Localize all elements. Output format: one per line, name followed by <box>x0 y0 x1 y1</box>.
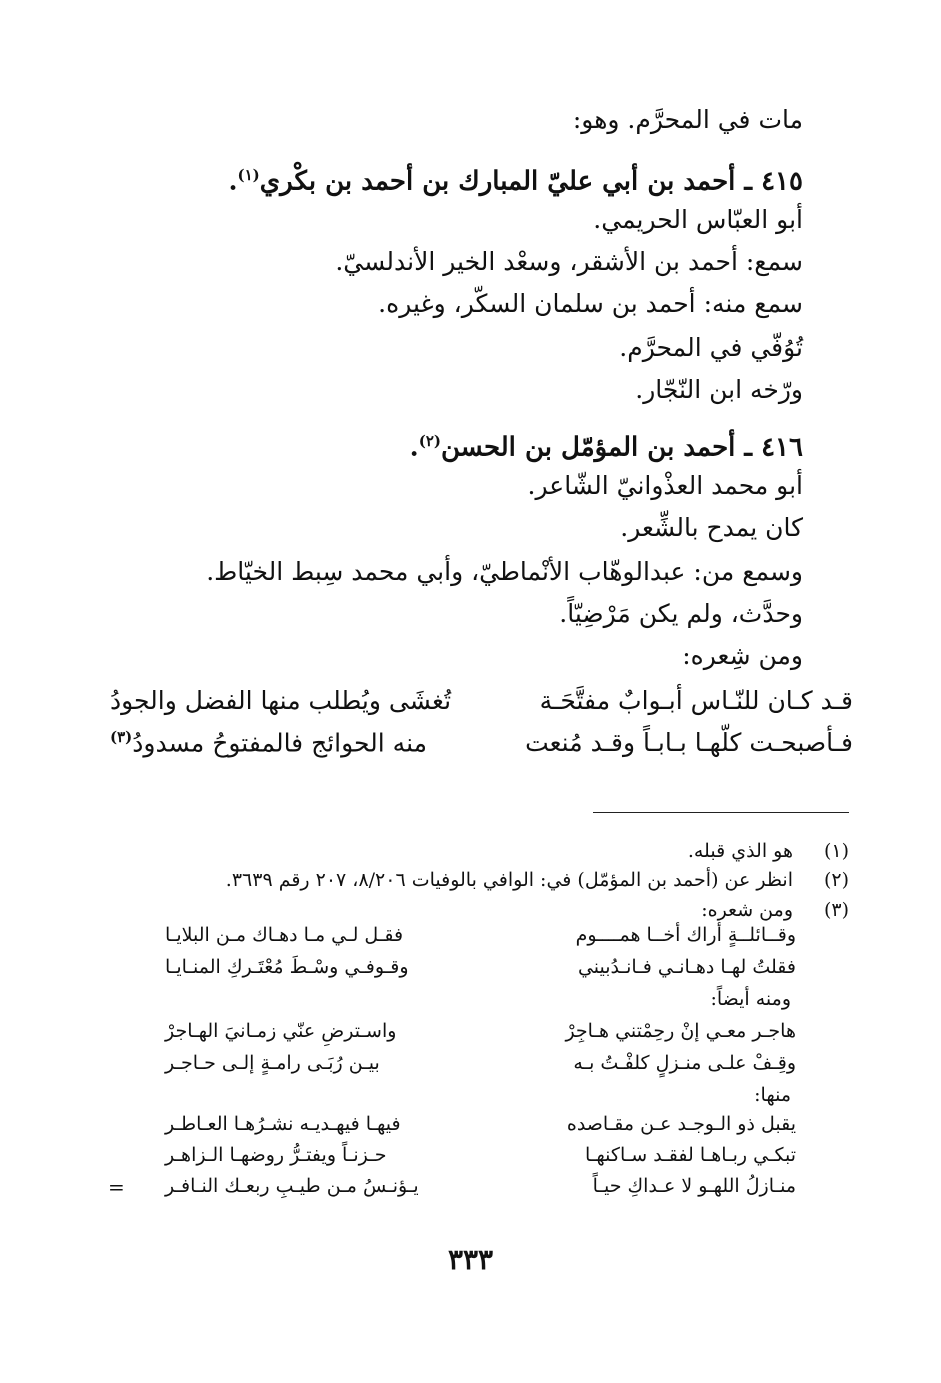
footnote-verse-row <box>165 1175 796 1205</box>
verse-second-hemistich: واسـترضِ عنّي زمـانيَ الهـاجرْ <box>165 1020 397 1042</box>
footnote-verse-row <box>165 1052 796 1082</box>
verse-second-hemistich: حـزنـاً ويفتـرُّ روضهـا الـزاهـر <box>165 1144 387 1166</box>
footnote-verse-row <box>165 1113 796 1143</box>
entry-title: ٤١٦ ـ أحمد بن المؤمّل بن الحسن <box>440 432 803 463</box>
verse-second-hemistich: منه الحوائج فالمفتوحُ مسدودُ$^{(٣)}$ <box>110 728 428 758</box>
verse-second-hemistich: وقـوفـي وسْـطَ مُعْتَـركِ المنـايـا <box>165 956 409 978</box>
verse-first-hemistich: فـأصبحـت كلّهـا بـابـاً وقـد مُنعت <box>525 728 853 757</box>
continuation-mark: = <box>108 1175 125 1199</box>
body-line: سمع: أحمد بن الأشقر، وسعْد الخير الأندلسيّ. <box>335 247 803 276</box>
verse-second-hemistich: فيهـا فيهـديـه نشـرُهـا العـاطـر <box>165 1113 401 1135</box>
verse-row <box>110 728 853 768</box>
verse-first-hemistich: هاجـر معـي إنْ رحِمْتني هـاجِرْ <box>565 1020 796 1042</box>
page-number: ٣٣٣ <box>447 1243 494 1276</box>
footnote-text: ومن شعره: <box>701 899 793 921</box>
verse-first-hemistich: منـازلُ اللهـو لا عـداكِ حيـاً <box>592 1175 796 1197</box>
footnote-separator <box>593 812 849 813</box>
verse-first-hemistich: وقــائلــةٍ أراك أخــا همــــوم <box>575 924 796 946</box>
body-line: أبو محمد العذْوانيّ الشّاعر. <box>527 471 803 500</box>
verse-first-hemistich: فقلتُ لهـا دهـانـي فـانـدُبيني <box>577 956 796 978</box>
verse-first-hemistich: يقبل ذو الـوجـد عـن مقـاصده <box>566 1113 796 1135</box>
footnote-subheading: منها: <box>754 1084 791 1106</box>
footnote-ref: (٣) <box>110 728 133 746</box>
body-line: وحدَّث، ولم يكن مَرْضِيّاً. <box>559 599 803 628</box>
verse-first-hemistich: تبكـي ربـاهـا لفقـد سـاكنهـا <box>585 1144 796 1166</box>
footnote-verse-row <box>165 1020 796 1050</box>
verse-row <box>110 686 853 726</box>
footnote-text: هو الذي قبله. <box>687 840 793 862</box>
verse-second-hemistich: بيـن رُبَـى رامـةٍ إلـى حـاجـر <box>165 1052 380 1074</box>
entry-heading-415: ٤١٥ ـ أحمد بن أبي عليّ المبارك بن أحمد بن بكْري$^{(١)}$. <box>228 166 803 197</box>
body-line: كان يمدح بالشِّعر. <box>620 513 803 542</box>
verse-second-hemistich: يـؤنـسُ مـن طيـبِ ربعـك النـافـر <box>165 1175 419 1197</box>
body-line: سمع منه: أحمد بن سلمان السكّر، وغيره. <box>378 289 803 318</box>
verse-second-hemistich: تُغشَى ويُطلب منها الفضل والجودُ <box>110 686 452 715</box>
footnote-text: انظر عن (أحمد بن المؤمّل) في: الوافي بالوفيات ٨/٢٠٦، ٢٠٧ رقم ٣٦٣٩. <box>225 869 793 891</box>
verse-first-hemistich: وقِـفْ علـى منـزلٍ كلفْـتُ بـه <box>573 1052 796 1074</box>
footnote-number: (٢) <box>823 869 849 891</box>
verse-first-hemistich: قـد كـان للنّـاس أبـوابٌ مفتَّحَـة <box>539 686 853 715</box>
body-line: أبو العبّاس الحريمي. <box>593 205 803 234</box>
footnote-verse-row <box>165 956 796 986</box>
body-line: ورّخه ابن النّجّار. <box>635 375 803 404</box>
body-line: ومن شِعره: <box>682 641 803 670</box>
footnote-ref: (١) <box>237 166 260 184</box>
entry-heading-416: ٤١٦ ـ أحمد بن المؤمّل بن الحسن$^{(٢)}$. <box>409 432 803 463</box>
footnote-verse-row <box>165 924 796 954</box>
footnote-ref: (٢) <box>418 432 441 450</box>
verse-second-hemistich: فقـل لـي مـا دهـاك مـن البلايـا <box>165 924 404 946</box>
footnote-subheading: ومنه أيضاً: <box>710 988 791 1010</box>
body-line: تُوُفّي في المحرَّم. <box>619 333 803 362</box>
footnote-number: (١) <box>823 840 849 862</box>
footnote-number: (٣) <box>823 899 849 921</box>
body-line: وسمع من: عبدالوهّاب الأنْماطيّ، وأبي محمد سِبط الخيّاط. <box>206 557 803 586</box>
footnote-verse-row <box>165 1144 796 1174</box>
entry-title: ٤١٥ ـ أحمد بن أبي عليّ المبارك بن أحمد بن بكْري <box>259 166 803 197</box>
body-line: مات في المحرَّم. وهو: <box>572 105 803 134</box>
